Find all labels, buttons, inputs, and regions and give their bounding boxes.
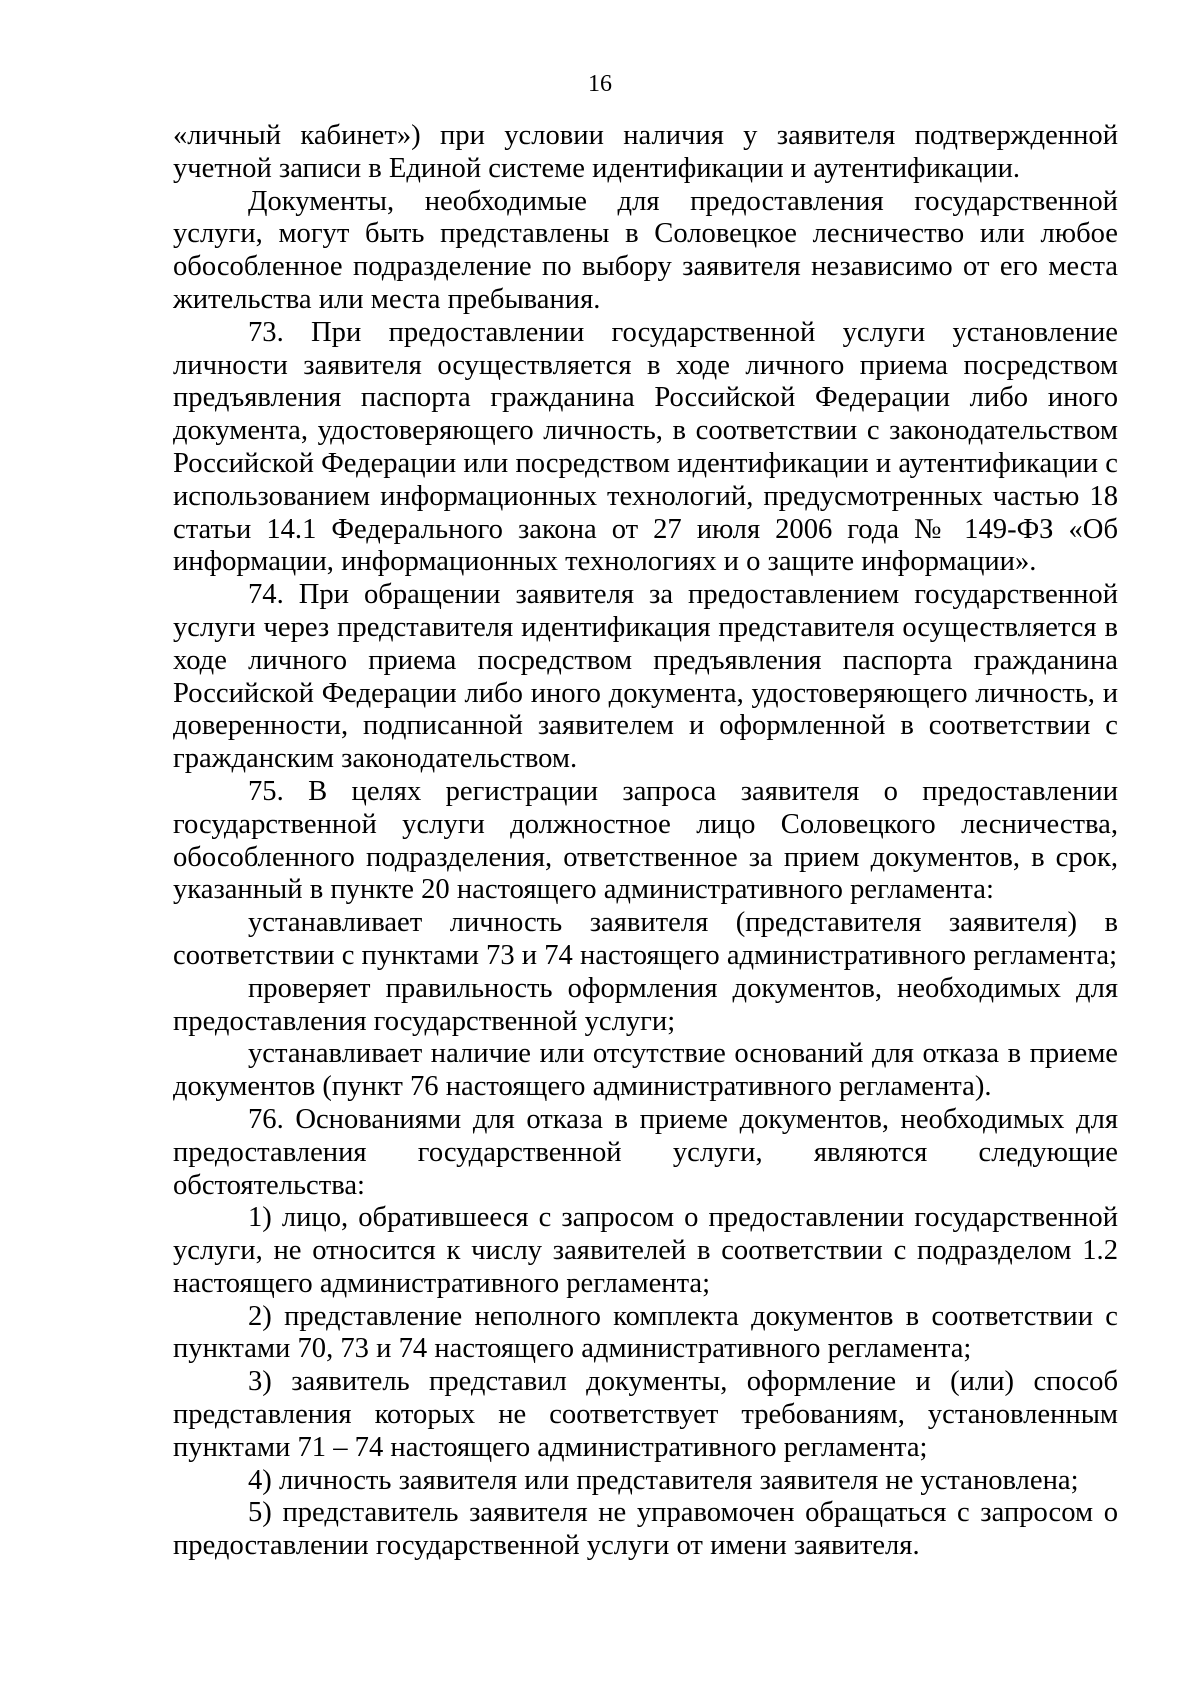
paragraph-item-76-1: 1) лицо, обратившееся с запросом о предоставлении государственной услуги, не относится к числу заявителей в соответствии с подразделом 1.2 настоящего административного регламента;: [173, 1202, 1118, 1299]
paragraph-continuation: «личный кабинет») при условии наличия у заявителя подтвержденной учетной записи в Единой системе идентификации и аутентификации.: [173, 120, 1118, 184]
paragraph-item-73: 73. При предоставлении государственной услуги установление личности заявителя осуществляется в ходе личного приема посредством предъявления паспорта гражданина Российской Федерации либо иного документа, удостоверяющего личность, в соответствии с законодательством Российской Федерации или посредством идентификации и аутентификации с использованием информационных технологий, предусмотренных частью 18 статьи 14.1 Федерального закона от 27 июля 2006 года № 149-ФЗ «Об информации, информационных технологиях и о защите информации».: [173, 316, 1118, 578]
paragraph-item-76-4: 4) личность заявителя или представителя заявителя не установлена;: [248, 1464, 1079, 1496]
paragraph-documents-submission: Документы, необходимые для предоставления государственной услуги, могут быть представлены в Соловецкое лесничество или любое обособленное подразделение по выбору заявителя независимо от его места жительства или места пребывания.: [173, 185, 1118, 315]
paragraph-item-76: 76. Основаниями для отказа в приеме документов, необходимых для предоставления государственной услуги, являются следующие обстоятельства:: [173, 1103, 1118, 1201]
paragraph-item-75-check: проверяет правильность оформления документов, необходимых для предоставления государственной услуги;: [173, 972, 1118, 1037]
paragraph-item-75-identity: устанавливает личность заявителя (представителя заявителя) в соответствии с пунктами 73 и 74 настоящего административного регламента;: [173, 907, 1118, 971]
paragraph-item-75-grounds: устанавливает наличие или отсутствие оснований для отказа в приеме документов (пункт 76 настоящего административного регламента).: [173, 1038, 1118, 1103]
paragraph-item-76-3: 3) заявитель представил документы, оформление и (или) способ представления которых не соответствует требованиям, установленным пунктами 71 – 74 настоящего административного регламента;: [173, 1366, 1118, 1463]
paragraph-item-76-2: 2) представление неполного комплекта документов в соответствии с пунктами 70, 73 и 74 настоящего административного регламента;: [173, 1300, 1118, 1365]
page-number: 16: [588, 71, 612, 97]
document-body: [173, 120, 1118, 1563]
paragraph-item-74: 74. При обращении заявителя за предоставлением государственной услуги через представителя идентификация представителя осуществляется в ходе личного приема посредством предъявления паспорта гражданина Российской Федерации либо иного документа, удостоверяющего личность, и доверенности, подписанной заявителем и оформленной в соответствии с гражданским законодательством.: [173, 579, 1118, 775]
paragraph-item-75: 75. В целях регистрации запроса заявителя о предоставлении государственной услуги должностное лицо Соловецкого лесничества, обособленного подразделения, ответственное за прием документов, в срок, указанный в пункте 20 настоящего административного регламента:: [173, 775, 1118, 906]
paragraph-item-76-5: 5) представитель заявителя не управомочен обращаться с запросом о предоставлении государственной услуги от имени заявителя.: [173, 1497, 1118, 1562]
